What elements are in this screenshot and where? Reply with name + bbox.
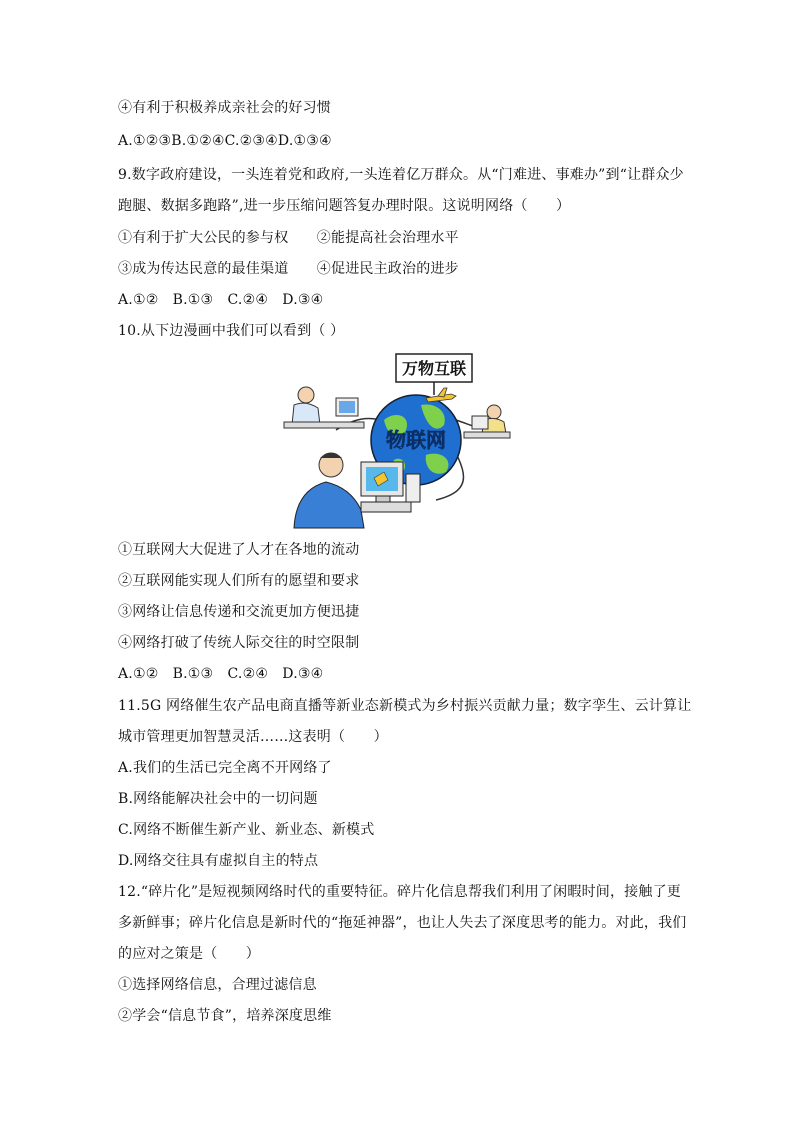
option-line-4: ④有利于积极养成亲社会的好习惯 (118, 100, 331, 116)
person-main-icon (294, 453, 420, 528)
question-9-stem-line2: 跑腿、数据多跑路”,进一步压缩问题答复办理时限。这说明网络（ ） (118, 198, 571, 214)
sign-label: 万物互联 (401, 359, 467, 378)
question-12-stem-line2: 多新鲜事；碎片化信息是新时代的“拖延神器”，也让人失去了深度思考的能力。对此，我们 (118, 915, 687, 931)
answer-choices-q10: A.①② B.①③ C.②④ D.③④ (118, 666, 324, 682)
question-10-option-2: ②互联网能实现人们所有的愿望和要求 (118, 573, 360, 589)
question-11-option-a: A.我们的生活已完全离不开网络了 (118, 760, 332, 776)
question-11-option-b: B.网络能解决社会中的一切问题 (118, 791, 318, 807)
question-12-stem-line1: 12.“碎片化”是短视频网络时代的重要特征。碎片化信息帮我们利用了闲暇时间，接触了更 (118, 884, 681, 900)
question-9-options-a: ①有利于扩大公民的参与权 ②能提高社会治理水平 (118, 230, 459, 246)
question-11-stem-line2: 城市管理更加智慧灵活……这表明（ ） (118, 729, 388, 745)
globe-label: 物联网 (386, 428, 446, 452)
question-11-option-d: D.网络交往具有虚拟自主的特点 (118, 853, 319, 869)
internet-of-things-cartoon (276, 350, 516, 530)
airplane-icon (426, 388, 456, 402)
question-10-option-4: ④网络打破了传统人际交往的时空限制 (118, 635, 360, 651)
question-12-option-2: ②学会“信息节食”，培养深度思维 (118, 1008, 332, 1024)
question-12-stem-line3: 的应对之策是（ ） (118, 946, 260, 962)
question-11-stem-line1: 11.5G 网络催生农产品电商直播等新业态新模式为乡村振兴贡献力量；数字孪生、云计算让 (118, 698, 692, 714)
person-top-left-icon (284, 387, 364, 428)
question-10-stem: 10.从下边漫画中我们可以看到（ ） (118, 323, 345, 339)
person-right-icon (464, 405, 510, 438)
answer-choices-q8: A.①②③B.①②④C.②③④D.①③④ (118, 133, 332, 149)
question-12-option-1: ①选择网络信息，合理过滤信息 (118, 977, 317, 993)
question-9-options-b: ③成为传达民意的最佳渠道 ④促进民主政治的进步 (118, 261, 459, 277)
question-11-option-c: C.网络不断催生新产业、新业态、新模式 (118, 822, 375, 838)
question-9-stem-line1: 9.数字政府建设，一头连着党和政府,一头连着亿万群众。从“门难进、事难办”到“让群众少 (118, 167, 684, 183)
question-10-option-3: ③网络让信息传递和交流更加方便迅捷 (118, 604, 360, 620)
answer-choices-q9: A.①② B.①③ C.②④ D.③④ (118, 292, 324, 308)
question-10-option-1: ①互联网大大促进了人才在各地的流动 (118, 542, 360, 558)
